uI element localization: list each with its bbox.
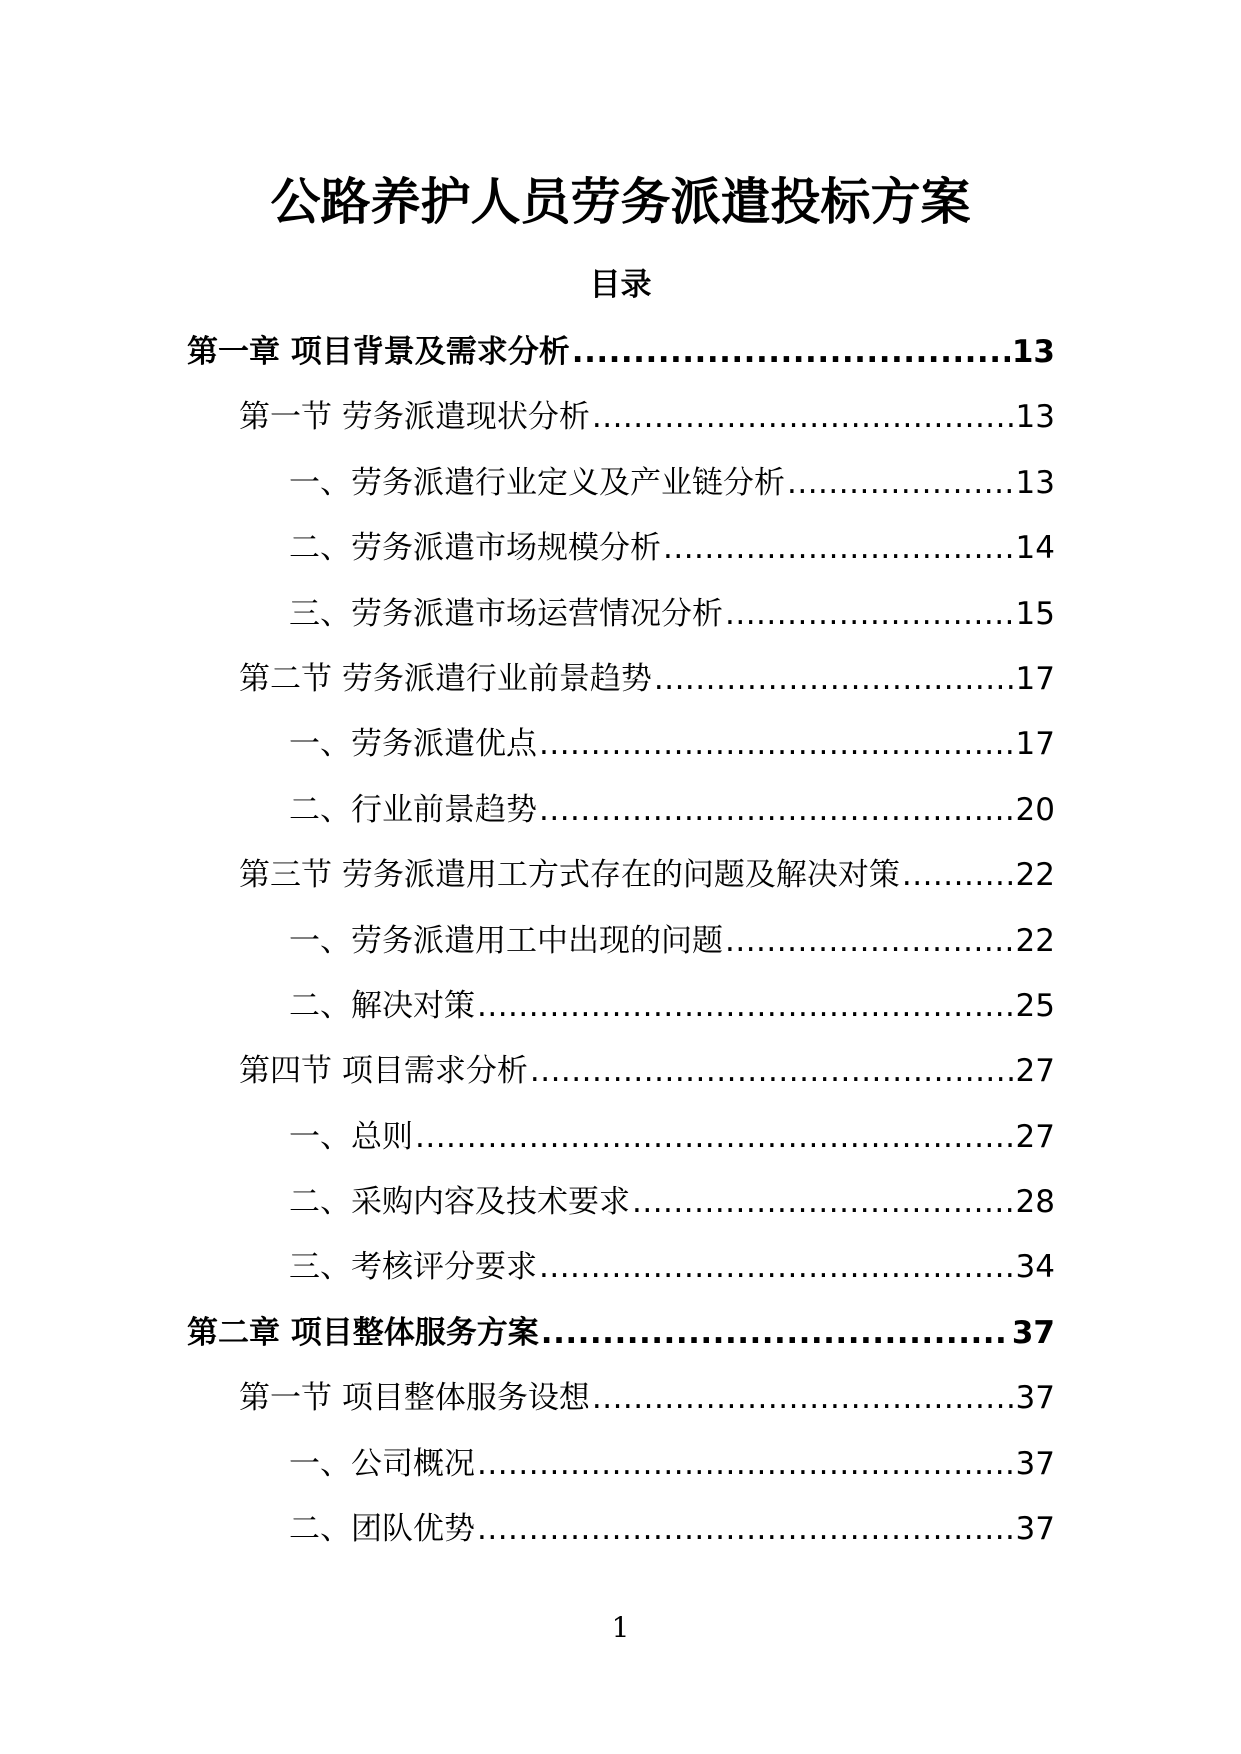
- toc-dot-leader: [592, 1366, 1014, 1431]
- toc-entry-title: 二、采购内容及技术要求: [289, 1184, 630, 1221]
- toc-entry-page: 13: [1015, 464, 1055, 501]
- toc-entry[interactable]: [187, 1105, 1055, 1170]
- toc-entry-title: 第一节 项目整体服务设想: [239, 1380, 590, 1417]
- toc-entry[interactable]: [187, 582, 1055, 647]
- toc-entry[interactable]: [187, 647, 1055, 712]
- toc-entry-title: 第一章 项目背景及需求分析: [187, 334, 570, 370]
- toc-entry-title: 第二节 劳务派遣行业前景趋势: [239, 660, 652, 697]
- toc-entry-page: 15: [1015, 595, 1055, 632]
- toc-entry-title: 一、劳务派遣行业定义及产业链分析: [289, 464, 785, 501]
- toc-dot-leader: [539, 778, 1014, 843]
- toc-entry-page: 22: [1015, 857, 1055, 894]
- toc-entry[interactable]: [187, 843, 1055, 908]
- toc-entry-title: 第三节 劳务派遣用工方式存在的问题及解决对策: [239, 857, 900, 894]
- toc-dot-leader: [787, 451, 1014, 516]
- toc-entry-title: 一、公司概况: [289, 1445, 475, 1482]
- toc-entry[interactable]: [187, 1432, 1055, 1497]
- toc-dot-leader: [539, 1235, 1014, 1300]
- toc-entry-page: 28: [1015, 1184, 1055, 1221]
- toc-dot-leader: [592, 385, 1014, 450]
- toc-dot-leader: [572, 320, 1010, 385]
- toc-entry-page: 37: [1015, 1511, 1055, 1548]
- toc-entry-page: 27: [1015, 1053, 1055, 1090]
- toc-dot-leader: [477, 974, 1014, 1039]
- toc-dot-leader: [725, 909, 1014, 974]
- toc-entry-page: 37: [1015, 1380, 1055, 1417]
- toc-dot-leader: [541, 1301, 1010, 1366]
- toc-entry-page: 34: [1015, 1249, 1055, 1286]
- toc-entry-page: 22: [1015, 922, 1055, 959]
- toc-entry[interactable]: [187, 1039, 1055, 1104]
- toc-entry[interactable]: [187, 451, 1055, 516]
- toc-dot-leader: [654, 647, 1014, 712]
- toc-entry[interactable]: [187, 385, 1055, 450]
- toc-entry-title: 二、团队优势: [289, 1511, 475, 1548]
- toc-entry-page: 20: [1015, 791, 1055, 828]
- toc-entry-page: 13: [1015, 399, 1055, 436]
- toc-entry-title: 三、考核评分要求: [289, 1249, 537, 1286]
- toc-entry[interactable]: [187, 320, 1055, 385]
- toc-entry[interactable]: [187, 1366, 1055, 1431]
- toc-entry-title: 二、劳务派遣市场规模分析: [289, 530, 661, 567]
- toc-entry[interactable]: [187, 1170, 1055, 1235]
- toc-dot-leader: [477, 1497, 1014, 1562]
- toc-dot-leader: [725, 582, 1014, 647]
- toc-entry[interactable]: [187, 1301, 1055, 1366]
- toc-entry-page: 27: [1015, 1118, 1055, 1155]
- toc-dot-leader: [539, 712, 1014, 777]
- toc-entry[interactable]: [187, 1497, 1055, 1562]
- toc-entry-page: 25: [1015, 987, 1055, 1024]
- toc-entry-page: 37: [1011, 1314, 1055, 1351]
- toc-entry-title: 三、劳务派遣市场运营情况分析: [289, 595, 723, 632]
- toc-entry[interactable]: [187, 712, 1055, 777]
- toc-entry-title: 第四节 项目需求分析: [239, 1053, 528, 1090]
- toc-entry-title: 一、劳务派遣优点: [289, 726, 537, 763]
- toc-entry[interactable]: [187, 516, 1055, 581]
- toc-entry-title: 一、劳务派遣用工中出现的问题: [289, 922, 723, 959]
- toc-entry[interactable]: [187, 974, 1055, 1039]
- toc-heading: 目录: [589, 267, 652, 303]
- toc-entry-title: 一、总则: [289, 1118, 413, 1155]
- toc-entry-title: 二、解决对策: [289, 987, 475, 1024]
- toc-dot-leader: [902, 843, 1014, 908]
- toc-dot-leader: [530, 1039, 1014, 1104]
- toc-entry-title: 第二章 项目整体服务方案: [187, 1314, 539, 1351]
- toc-dot-leader: [663, 516, 1014, 581]
- toc-entry-title: 二、行业前景趋势: [289, 791, 537, 828]
- toc-entry-page: 14: [1015, 530, 1055, 567]
- table-of-contents: [187, 320, 1055, 1562]
- document-title: 公路养护人员劳务派遣投标方案: [270, 173, 971, 231]
- toc-entry-page: 17: [1015, 726, 1055, 763]
- toc-entry-page: 17: [1015, 660, 1055, 697]
- toc-entry[interactable]: [187, 909, 1055, 974]
- toc-entry[interactable]: [187, 778, 1055, 843]
- toc-entry-page: 13: [1011, 334, 1055, 370]
- toc-dot-leader: [477, 1432, 1014, 1497]
- toc-entry-page: 37: [1015, 1445, 1055, 1482]
- toc-dot-leader: [415, 1105, 1014, 1170]
- toc-dot-leader: [632, 1170, 1014, 1235]
- toc-entry[interactable]: [187, 1235, 1055, 1300]
- page-number: 1: [611, 1611, 630, 1644]
- toc-entry-title: 第一节 劳务派遣现状分析: [239, 399, 590, 436]
